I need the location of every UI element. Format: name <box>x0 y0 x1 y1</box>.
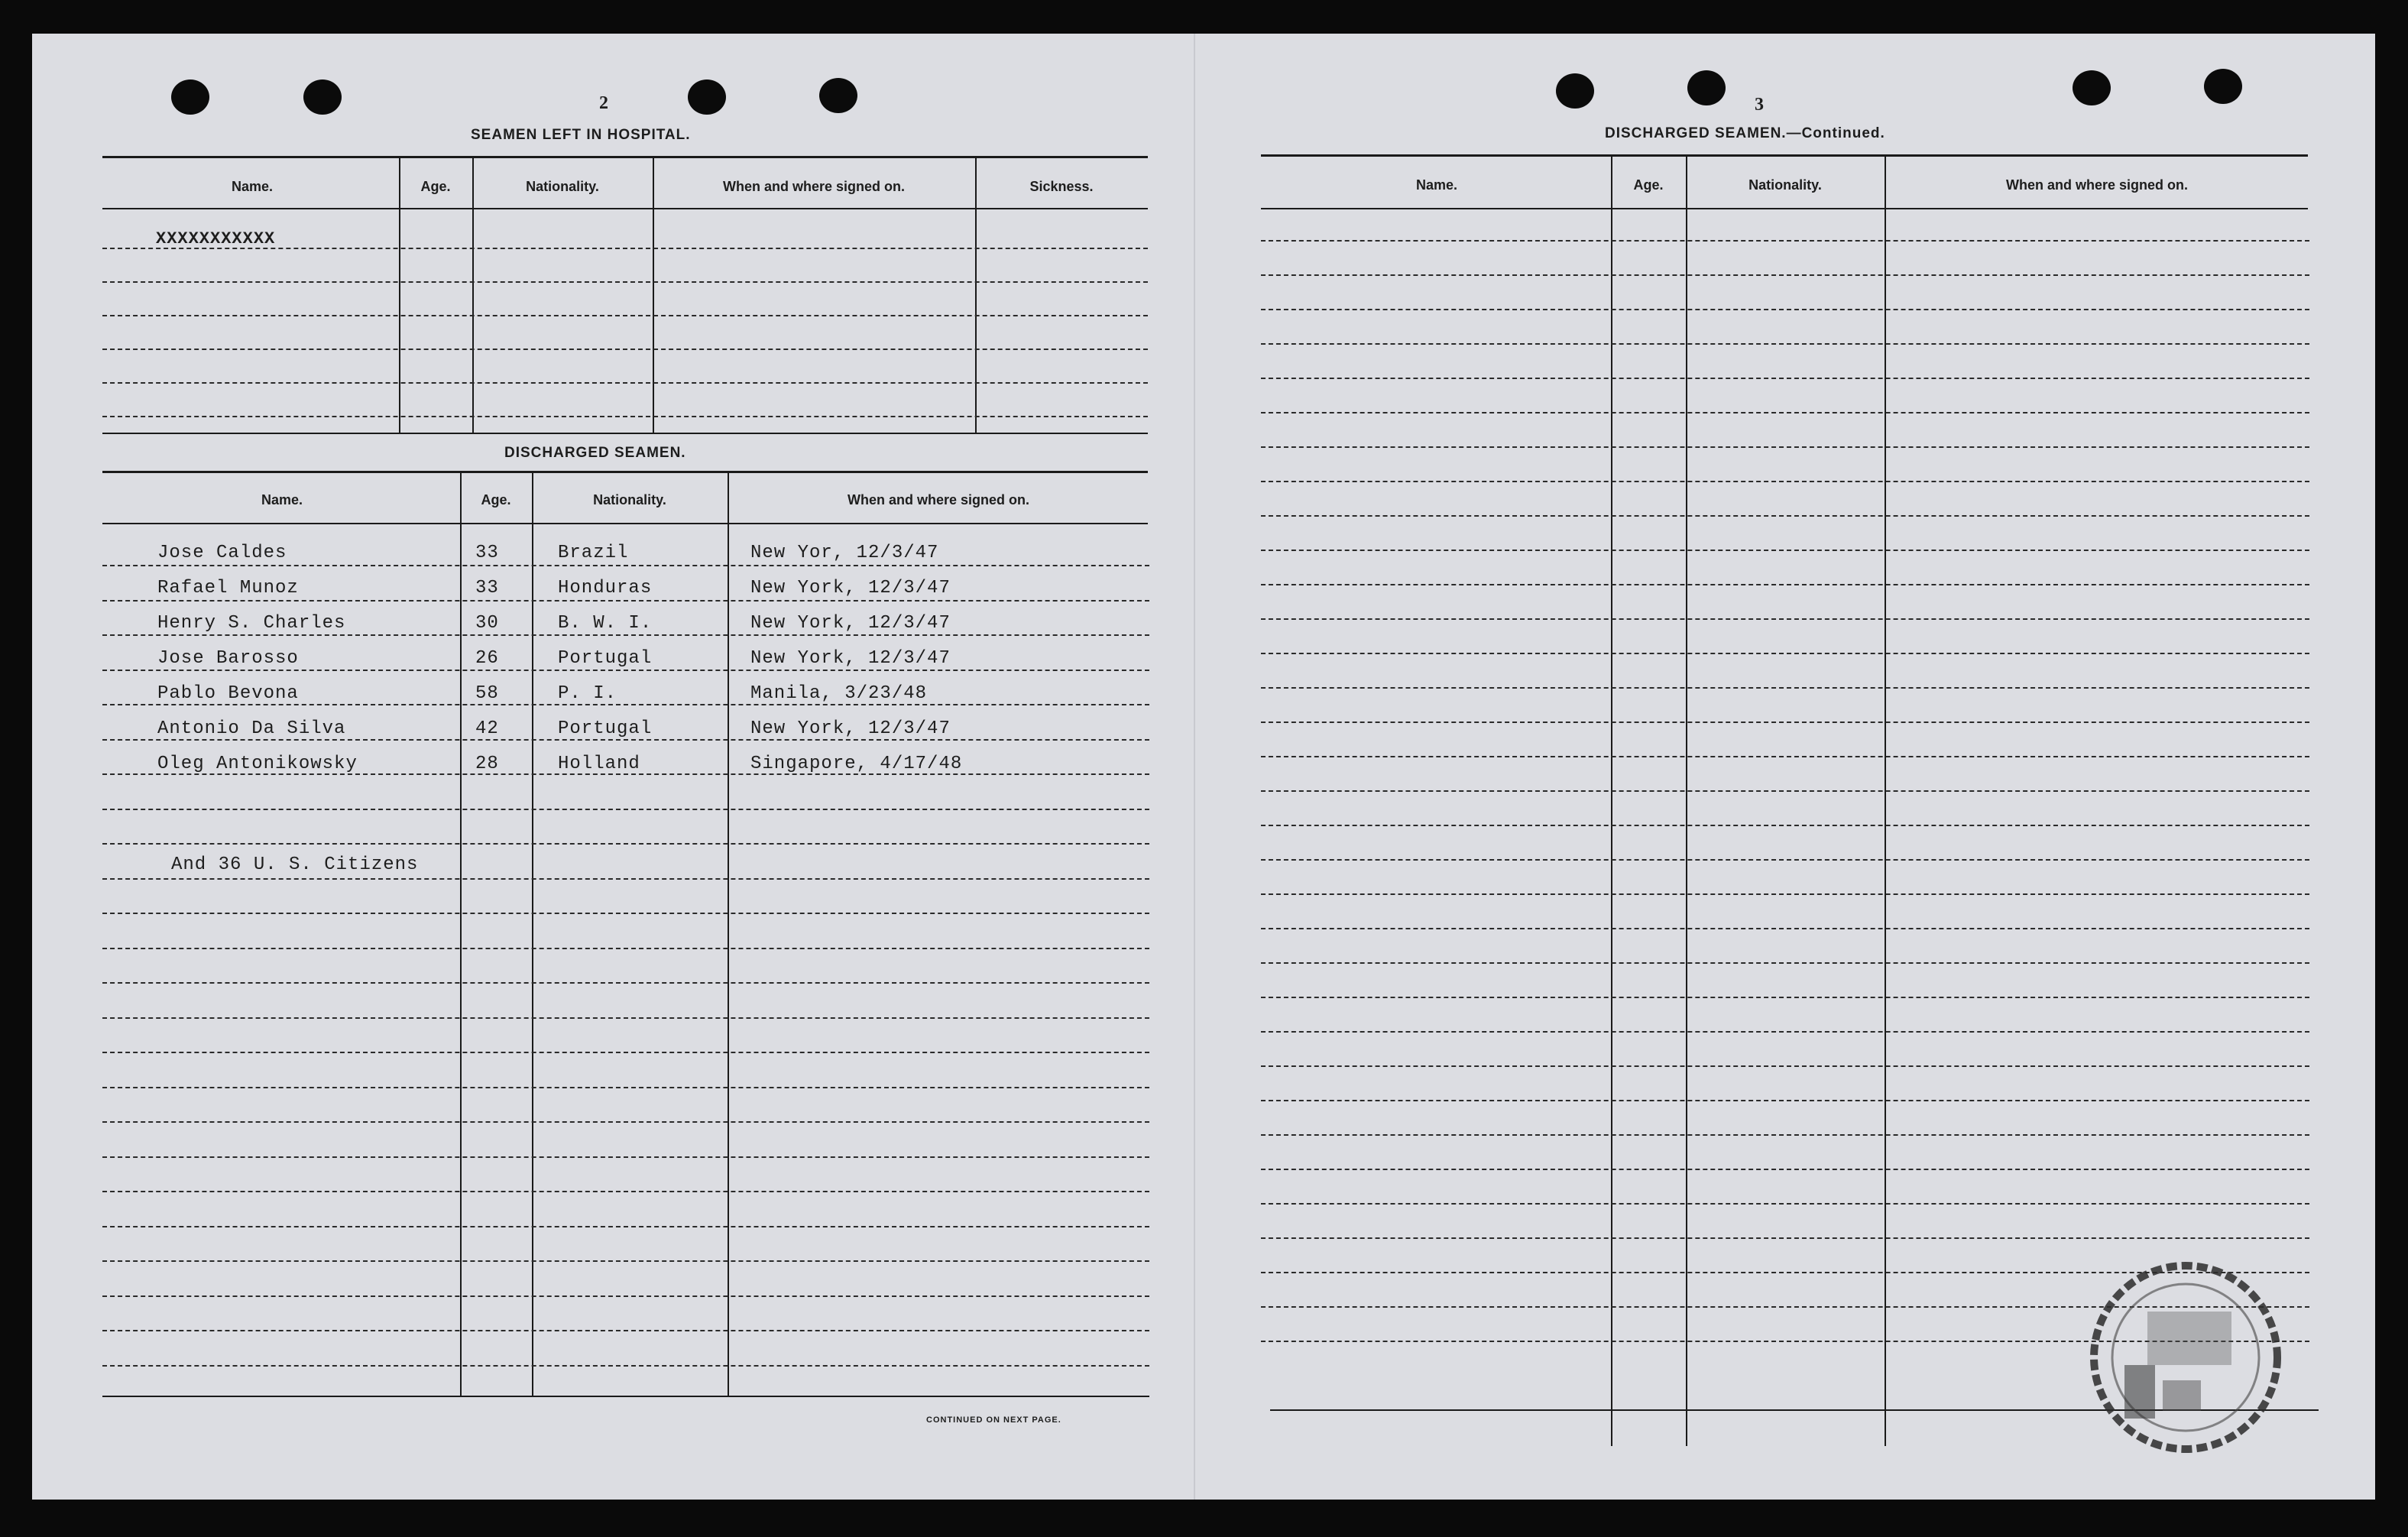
row-line <box>102 1295 1149 1297</box>
right-col-divider <box>1611 154 1612 1446</box>
hospital-row-line <box>102 281 1148 283</box>
row-line <box>1261 893 2309 895</box>
row-line <box>1261 653 2309 654</box>
seaman-nationality: Honduras <box>558 578 653 598</box>
continued-section-title: DISCHARGED SEAMEN.—Continued. <box>1605 125 1885 141</box>
row-line <box>102 1121 1149 1123</box>
row-line <box>1261 446 2309 448</box>
discharged-table-bottom-rule <box>102 1396 1149 1397</box>
hospital-col-divider <box>653 156 654 433</box>
seaman-signed-on: New York, 12/3/47 <box>750 613 951 634</box>
hospital-header-rule <box>102 208 1148 209</box>
row-line <box>1261 481 2309 482</box>
seaman-name: Jose Caldes <box>157 543 287 563</box>
hospital-row-line <box>102 382 1148 384</box>
seaman-nationality: B. W. I. <box>558 613 653 634</box>
row-line <box>102 809 1149 810</box>
seaman-age: 42 <box>475 718 499 739</box>
punch-hole <box>688 79 726 115</box>
row-line <box>102 773 1149 775</box>
right-header-age: Age. <box>1633 177 1664 193</box>
row-line <box>1261 274 2309 276</box>
row-line <box>1261 1100 2309 1101</box>
row-line <box>1261 859 2309 861</box>
row-line <box>102 1365 1149 1367</box>
seaman-signed-on: New York, 12/3/47 <box>750 718 951 739</box>
row-line <box>1261 790 2309 792</box>
hospital-table-bottom-rule <box>102 433 1148 434</box>
row-line <box>1261 721 2309 723</box>
hospital-header-sickness: Sickness. <box>1029 179 1094 194</box>
discharged-header-rule <box>102 523 1148 524</box>
seaman-name: Jose Barosso <box>157 648 299 669</box>
row-line <box>102 1191 1149 1192</box>
right-header-nationality: Nationality. <box>1748 177 1822 193</box>
right-table-top-rule <box>1261 154 2308 157</box>
seaman-signed-on: New Yor, 12/3/47 <box>750 543 939 563</box>
row-line <box>102 565 1149 566</box>
row-line <box>102 739 1149 741</box>
row-line <box>1261 1031 2309 1033</box>
row-line <box>102 670 1149 671</box>
discharged-header-age: Age. <box>481 492 511 507</box>
discharged-header-nationality: Nationality. <box>593 492 666 507</box>
page-fold <box>1194 34 1195 1500</box>
row-line <box>1261 928 2309 929</box>
row-line <box>102 1260 1149 1262</box>
row-line <box>1261 550 2309 551</box>
row-line <box>102 878 1149 880</box>
row-line <box>102 843 1149 845</box>
right-col-divider <box>1686 154 1687 1446</box>
punch-hole <box>171 79 209 115</box>
seaman-signed-on: Manila, 3/23/48 <box>750 683 928 704</box>
row-line <box>1261 1134 2309 1136</box>
hospital-table-top-rule <box>102 156 1148 158</box>
row-line <box>102 1087 1149 1088</box>
receipt-stamp <box>2071 1250 2293 1457</box>
citizens-note: And 36 U. S. Citizens <box>171 854 419 875</box>
punch-hole <box>819 78 857 113</box>
row-line <box>1261 309 2309 310</box>
row-line <box>1261 343 2309 345</box>
row-line <box>102 948 1149 949</box>
hospital-header-nationality: Nationality. <box>526 179 599 194</box>
hospital-col-divider <box>399 156 400 433</box>
seaman-age: 33 <box>475 578 499 598</box>
hospital-struck-entry: XXXXXXXXXXX <box>156 229 276 248</box>
hospital-section-title: SEAMEN LEFT IN HOSPITAL. <box>471 127 691 143</box>
hospital-row-line <box>102 416 1148 417</box>
row-line <box>102 982 1149 984</box>
discharged-header-signed-on: When and where signed on. <box>847 492 1030 507</box>
hospital-header-signed-on: When and where signed on. <box>722 179 906 194</box>
right-header-signed-on: When and where signed on. <box>2005 177 2189 193</box>
seaman-age: 26 <box>475 648 499 669</box>
row-line <box>1261 515 2309 517</box>
row-line <box>1261 412 2309 413</box>
discharged-col-divider <box>532 471 533 1396</box>
row-line <box>102 600 1149 602</box>
row-line <box>102 634 1149 636</box>
row-line <box>1261 1169 2309 1170</box>
hospital-col-divider <box>472 156 474 433</box>
seaman-signed-on: Singapore, 4/17/48 <box>750 754 963 774</box>
seaman-age: 28 <box>475 754 499 774</box>
seaman-name: Henry S. Charles <box>157 613 346 634</box>
hospital-header-name: Name. <box>231 179 274 194</box>
discharged-table-top-rule <box>102 471 1148 473</box>
punch-hole <box>303 79 342 115</box>
punch-hole <box>1556 73 1594 109</box>
row-line <box>1261 962 2309 964</box>
row-line <box>1261 378 2309 379</box>
seaman-name: Antonio Da Silva <box>157 718 346 739</box>
seaman-nationality: P. I. <box>558 683 617 704</box>
row-line <box>102 913 1149 914</box>
seaman-nationality: Brazil <box>558 543 629 563</box>
seaman-nationality: Portugal <box>558 648 653 669</box>
hospital-row-line <box>102 349 1148 350</box>
discharged-section-title: DISCHARGED SEAMEN. <box>504 445 686 461</box>
hospital-row-line <box>102 315 1148 316</box>
punch-hole <box>2073 70 2111 105</box>
row-line <box>1261 584 2309 585</box>
right-header-rule <box>1261 208 2308 209</box>
row-line <box>1261 1065 2309 1067</box>
right-header-name: Name. <box>1415 177 1458 193</box>
seaman-nationality: Portugal <box>558 718 653 739</box>
row-line <box>1261 1237 2309 1239</box>
punch-hole <box>2204 69 2242 104</box>
page-number-right: 3 <box>1755 95 1764 115</box>
seaman-name: Oleg Antonikowsky <box>157 754 358 774</box>
row-line <box>1261 240 2309 242</box>
row-line <box>102 1156 1149 1158</box>
hospital-row-line <box>102 248 1148 249</box>
row-line <box>1261 756 2309 757</box>
row-line <box>102 704 1149 705</box>
right-col-divider <box>1885 154 1886 1446</box>
row-line <box>1261 825 2309 826</box>
seaman-name: Rafael Munoz <box>157 578 299 598</box>
row-line <box>1261 687 2309 689</box>
row-line <box>1261 618 2309 620</box>
seaman-nationality: Holland <box>558 754 640 774</box>
hospital-col-divider <box>975 156 977 433</box>
seaman-signed-on: New York, 12/3/47 <box>750 648 951 669</box>
discharged-col-divider <box>460 471 462 1396</box>
row-line <box>102 1226 1149 1227</box>
seaman-age: 33 <box>475 543 499 563</box>
seaman-age: 30 <box>475 613 499 634</box>
row-line <box>1261 997 2309 998</box>
punch-hole <box>1687 70 1726 105</box>
hospital-header-age: Age. <box>420 179 451 194</box>
discharged-col-divider <box>728 471 729 1396</box>
document-sheet <box>32 34 2375 1500</box>
seaman-age: 58 <box>475 683 499 704</box>
row-line <box>102 1017 1149 1019</box>
row-line <box>102 1052 1149 1053</box>
row-line <box>102 1330 1149 1331</box>
page-number-left: 2 <box>599 93 608 113</box>
seaman-signed-on: New York, 12/3/47 <box>750 578 951 598</box>
seaman-name: Pablo Bevona <box>157 683 299 704</box>
row-line <box>1261 1203 2309 1205</box>
discharged-header-name: Name. <box>261 492 303 507</box>
continued-footer: CONTINUED ON NEXT PAGE. <box>926 1415 1061 1425</box>
